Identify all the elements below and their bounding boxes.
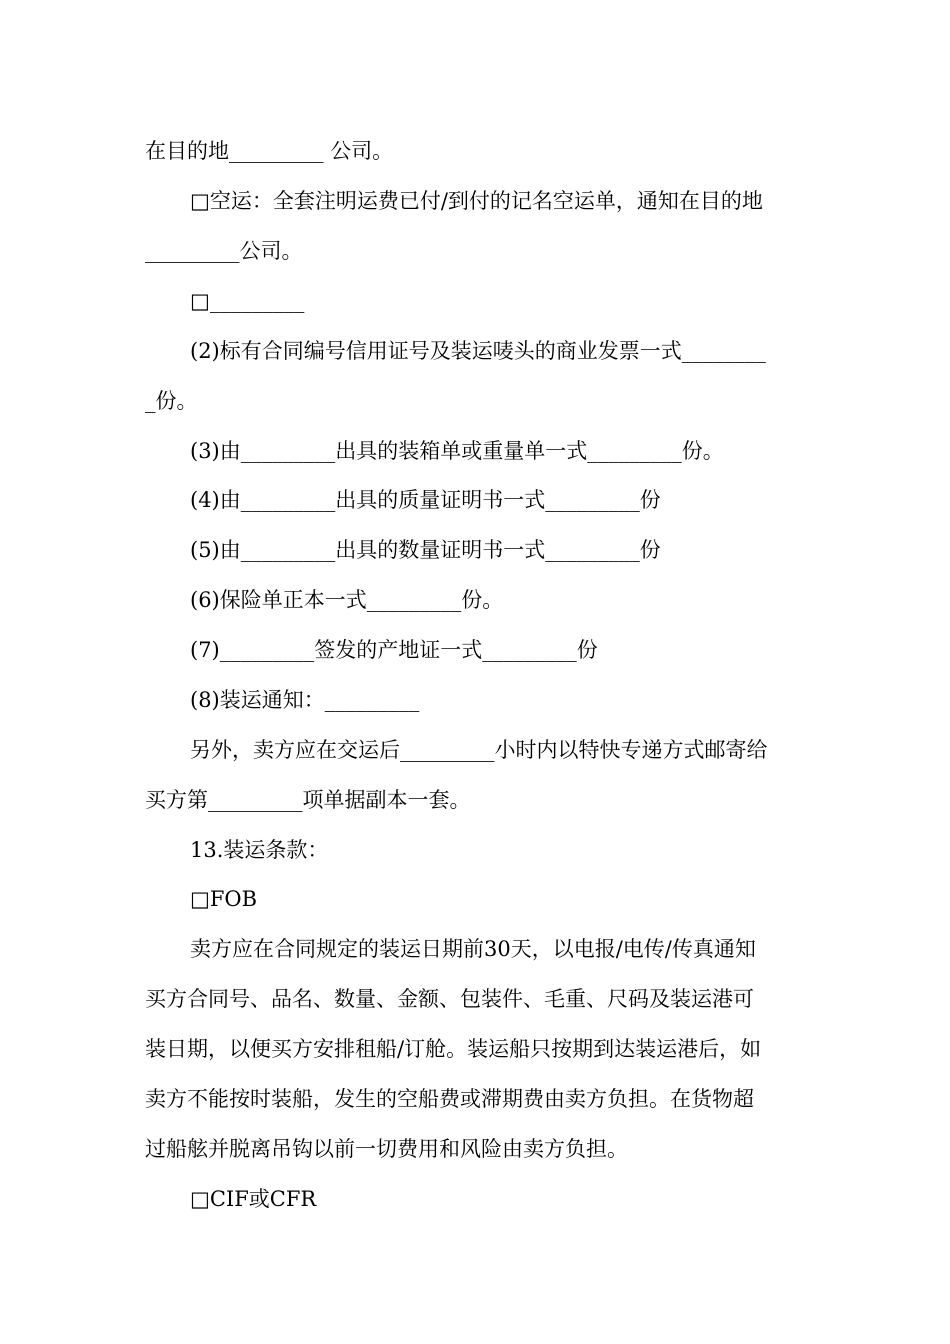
text-line: (5)由_________出具的数量证明书一式_________份 [190, 538, 661, 562]
text-line: 过船舷并脱离吊钩以前一切费用和风险由卖方负担。 [145, 1137, 628, 1161]
text-line: 13.装运条款： [190, 838, 329, 862]
text-line: 另外，卖方应在交运后_________小时内以特快专递方式邮寄给 [190, 738, 768, 762]
text-line: □CIF或CFR [190, 1187, 317, 1211]
text-line: □FOB [190, 887, 258, 911]
text-line: 卖方不能按时装船，发生的空船费或滞期费由卖方负担。在货物超 [145, 1087, 754, 1111]
text-line: (3)由_________出具的装箱单或重量单一式_________份。 [190, 439, 724, 463]
text-line: (2)标有合同编号信用证号及装运唛头的商业发票一式________ [190, 339, 766, 363]
text-line: (7)_________签发的产地证一式_________份 [190, 638, 598, 662]
text-line: 装日期，以便买方安排租船/订舱。装运船只按期到达装运港后，如 [145, 1037, 762, 1061]
text-line: (6)保险单正本一式_________份。 [190, 588, 504, 612]
text-line: □_________ [190, 289, 305, 313]
text-line: _________公司。 [145, 239, 303, 263]
text-line: 卖方应在合同规定的装运日期前30天，以电报/电传/传真通知 [190, 937, 756, 961]
text-line: (8)装运通知：_________ [190, 688, 420, 712]
text-line: 买方合同号、品名、数量、金额、包装件、毛重、尺码及装运港可 [145, 987, 754, 1011]
text-line: 买方第_________项单据副本一套。 [145, 788, 471, 812]
text-line: 在目的地_________ 公司。 [145, 139, 394, 163]
text-line: □空运：全套注明运费已付/到付的记名空运单，通知在目的地 [190, 189, 763, 213]
text-line: (4)由_________出具的质量证明书一式_________份 [190, 488, 661, 512]
text-line: _份。 [145, 389, 198, 413]
